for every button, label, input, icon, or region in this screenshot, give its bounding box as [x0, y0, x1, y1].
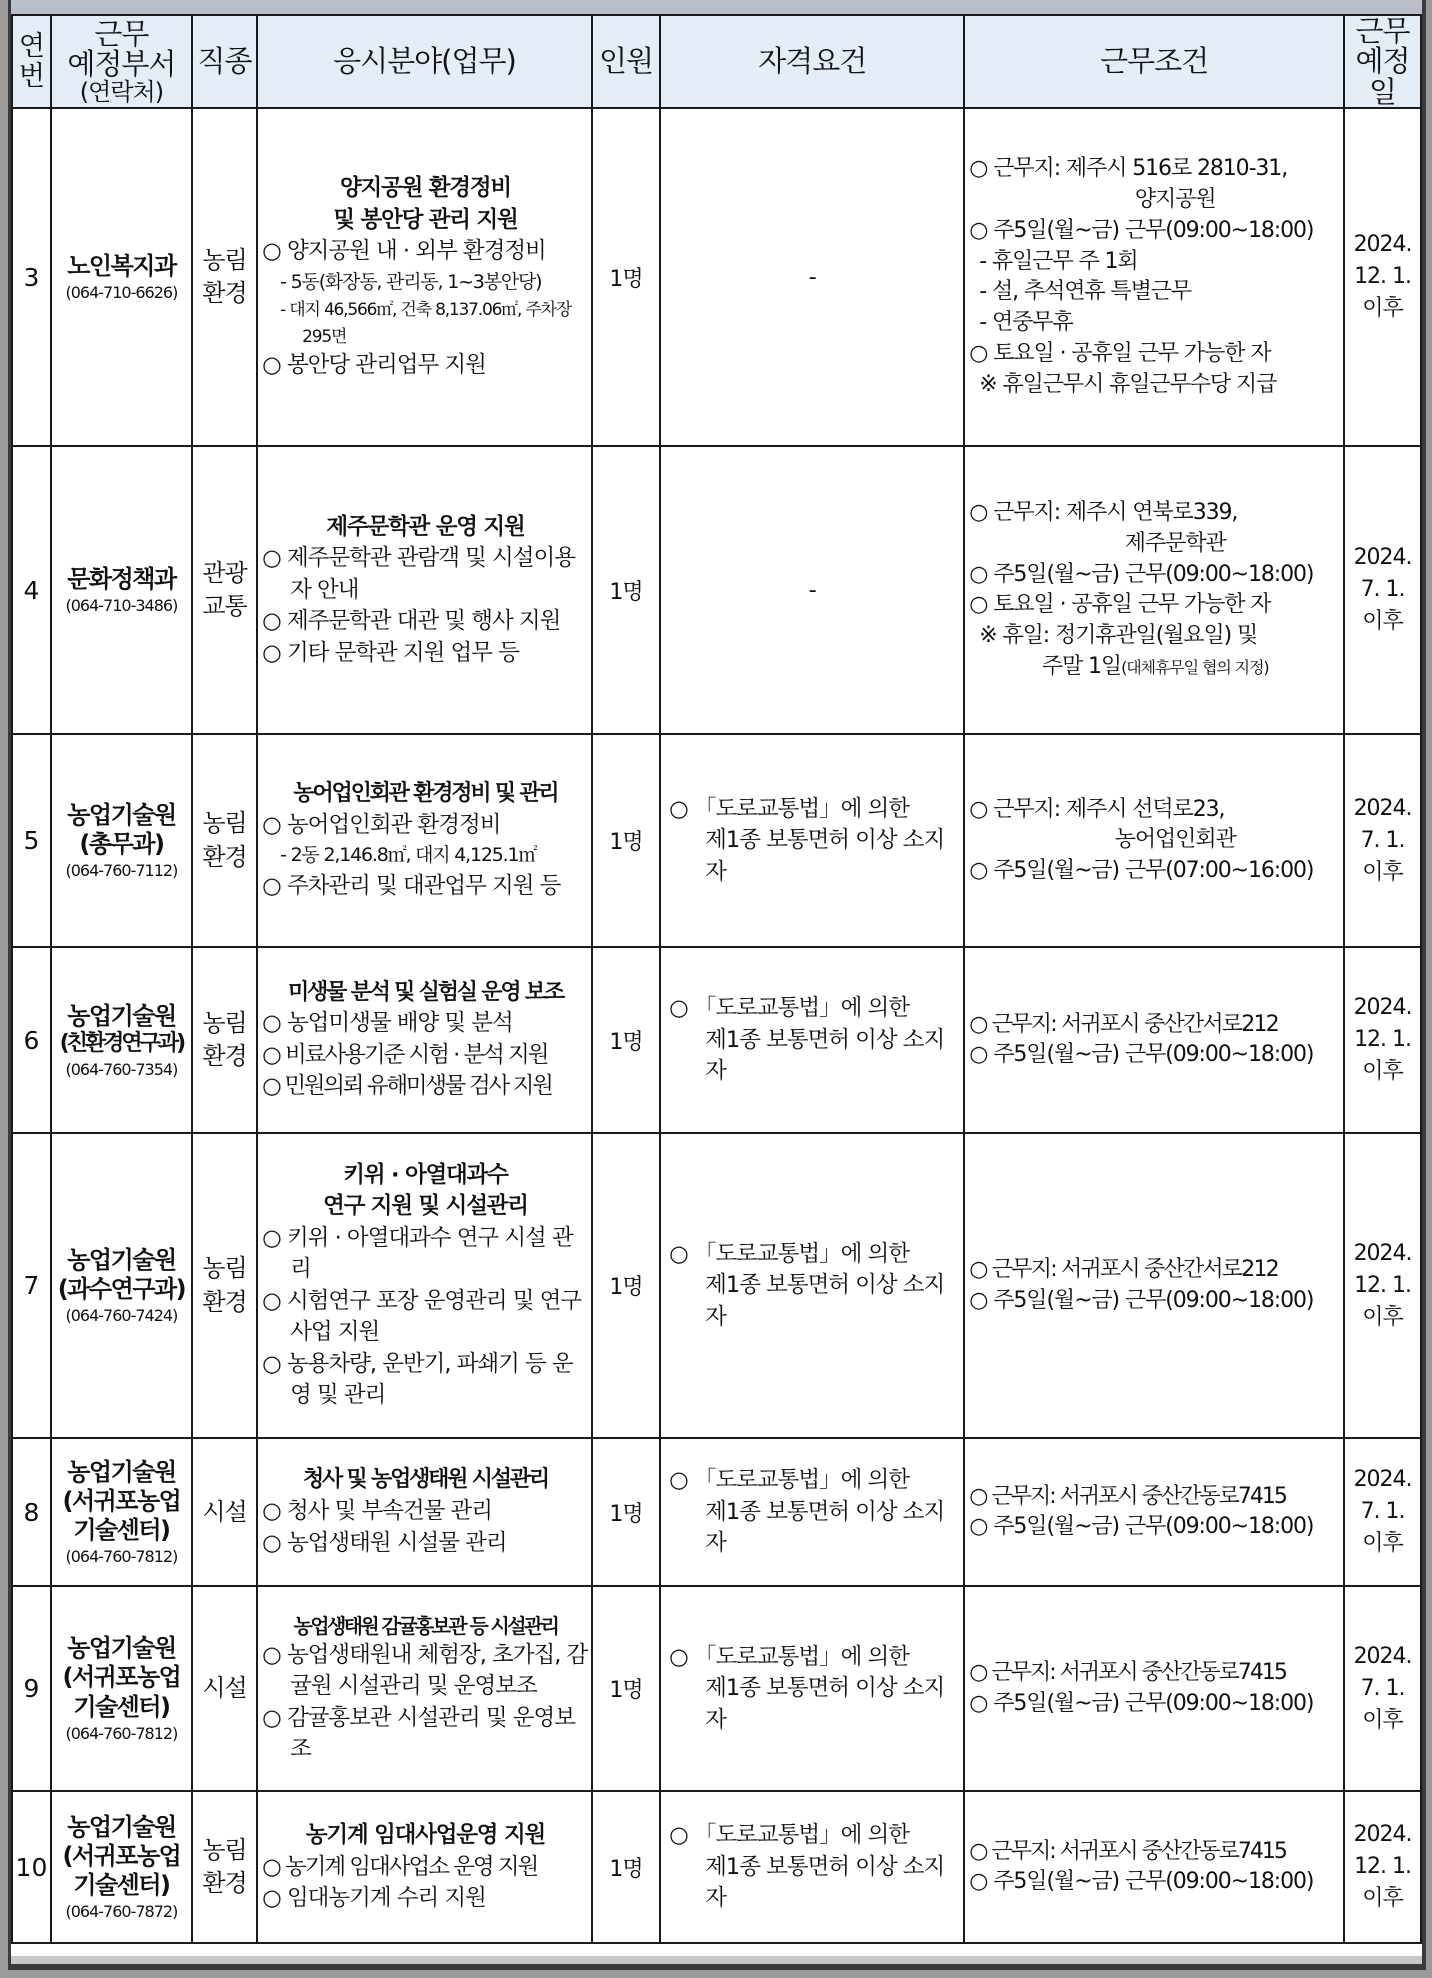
row-conditions — [964, 734, 1344, 947]
row-dept — [51, 947, 192, 1133]
date-line: 12. 1. — [1354, 264, 1412, 290]
row-job-type — [192, 947, 257, 1133]
date-line: 2024. — [1353, 995, 1412, 1021]
row-qualification — [660, 1438, 964, 1586]
row-conditions — [964, 1791, 1344, 1943]
job-type-line: 농림 — [202, 245, 247, 274]
condition-item: ○ 근무지: 서귀포시 중산간서로212 — [969, 1011, 1278, 1037]
qualification-continuation: 제1종 보통면허 이상 소지자 — [705, 1272, 945, 1330]
row-dept — [51, 1586, 192, 1791]
job-type-line: 환경 — [202, 1869, 247, 1898]
condition-item: ○ 근무지: 서귀포시 중산간동로7415 — [969, 1483, 1286, 1509]
dept-phone: (064-710-6626) — [65, 283, 178, 303]
row-no: 3 — [12, 108, 51, 446]
date-line: 2024. — [1353, 1467, 1412, 1493]
dept-phone: (064-760-7812) — [65, 1547, 178, 1567]
condition-note: ※ 휴일: 정기휴관일(월요일) 및 — [979, 623, 1258, 649]
field-item: ○ 청사 및 부속건물 관리 — [262, 1498, 493, 1525]
row-job-type — [192, 108, 257, 446]
dept-name: 농업기술원 — [67, 1001, 176, 1030]
qualification-item: ○ 「도로교통법」에 의한 — [669, 1467, 909, 1494]
dept-name: (서귀포농업 — [62, 1841, 181, 1870]
row-no: 9 — [12, 1586, 51, 1791]
field-title: 농어업인회관 환경정비 및 관리 — [293, 781, 558, 807]
date-line: 7. 1. — [1360, 827, 1405, 853]
field-subitem: - 대지 46,566㎡, 건축 8,137.06㎡, 주차장 295면 — [280, 300, 572, 347]
table-row — [12, 1438, 1421, 1586]
row-job-type — [192, 1438, 257, 1586]
row-job-type — [192, 1791, 257, 1943]
date-line: 이후 — [1362, 296, 1403, 322]
dept-name: 농업기술원 — [67, 1245, 176, 1274]
header-no — [12, 15, 51, 108]
condition-subitem: - 설, 추석연휴 특별근무 — [979, 279, 1192, 305]
table-header-row — [12, 15, 1421, 108]
dept-name: 기술센터) — [73, 1871, 170, 1900]
condition-item: ○ 주5일(월~금) 근무(09:00~18:00) — [969, 561, 1314, 587]
qualification-continuation: 제1종 보통면허 이상 소지자 — [705, 1026, 945, 1085]
field-item: ○ 농업미생물 배양 및 분석 — [262, 1010, 513, 1037]
header-type: 직종 — [192, 15, 257, 108]
table-row — [12, 108, 1421, 446]
field-item: ○ 농용차량, 운반기, 파쇄기 등 운영 및 관리 — [262, 1350, 573, 1409]
row-field — [257, 1438, 592, 1586]
qualification-item: ○ 「도로교통법」에 의한 — [669, 1240, 909, 1267]
job-type-line: 농림 — [202, 809, 247, 838]
header-no-text: 연번 — [18, 30, 44, 92]
field-item: ○ 기타 문학관 지원 업무 등 — [262, 639, 519, 666]
row-qualification — [660, 1791, 964, 1943]
recruitment-table — [11, 14, 1422, 1944]
header-dept — [51, 15, 192, 108]
field-item: ○ 민원의뢰 유해미생물 검사 지원 — [262, 1073, 552, 1100]
date-line: 12. 1. — [1354, 1027, 1412, 1053]
condition-note: ※ 휴일근무시 휴일근무수당 지급 — [979, 371, 1277, 397]
qualification-item: ○ 「도로교통법」에 의한 — [669, 1822, 909, 1849]
field-title: 및 봉안당 관리 지원 — [333, 206, 518, 233]
field-item: ○ 제주문학관 대관 및 행사 지원 — [262, 608, 561, 635]
header-dept-line1: 근무 — [94, 16, 149, 51]
condition-item: ○ 주5일(월~금) 근무(09:00~18:00) — [969, 217, 1314, 243]
field-item: ○ 농업생태원 시설물 관리 — [262, 1529, 507, 1556]
condition-continuation: 농어업인회관 — [1114, 827, 1236, 853]
row-start-date — [1344, 947, 1421, 1133]
date-line: 12. 1. — [1354, 1854, 1412, 1880]
row-qualification: - — [660, 446, 964, 734]
date-line: 7. 1. — [1360, 1675, 1405, 1701]
row-no: 4 — [12, 446, 51, 734]
table-top-band — [11, 0, 1422, 14]
date-line: 2024. — [1353, 1643, 1412, 1669]
job-type-line: 농림 — [202, 1835, 247, 1864]
header-field: 응시분야(업무) — [257, 15, 592, 108]
table-row — [12, 1791, 1421, 1943]
row-count: 1명 — [592, 1133, 660, 1438]
row-no: 5 — [12, 734, 51, 947]
condition-item: ○ 근무지: 서귀포시 중산간동로7415 — [969, 1838, 1286, 1864]
row-conditions — [964, 947, 1344, 1133]
field-title: 키위 · 아열대과수 — [343, 1161, 508, 1188]
job-type-line: 교통 — [202, 592, 247, 621]
dept-phone: (064-760-7424) — [65, 1306, 178, 1326]
row-dept — [51, 1438, 192, 1586]
row-dept — [51, 446, 192, 734]
date-line: 이후 — [1362, 1059, 1403, 1085]
dept-name: (서귀포농업 — [62, 1486, 181, 1515]
date-line: 이후 — [1362, 609, 1403, 635]
dept-name: (총무과) — [79, 830, 164, 859]
row-conditions — [964, 1133, 1344, 1438]
dept-name: 기술센터) — [73, 1692, 170, 1721]
job-type-line: 시설 — [202, 1674, 247, 1703]
row-count: 1명 — [592, 1438, 660, 1586]
row-no: 7 — [12, 1133, 51, 1438]
qualification-continuation: 제1종 보통면허 이상 소지자 — [705, 1498, 945, 1557]
condition-item: ○ 주5일(월~금) 근무(09:00~18:00) — [969, 1690, 1314, 1716]
field-title: 청사 및 농업생태원 시설관리 — [302, 1467, 548, 1493]
field-title: 연구 지원 및 시설관리 — [323, 1193, 528, 1220]
row-no: 6 — [12, 947, 51, 1133]
date-line: 7. 1. — [1360, 577, 1405, 603]
row-count: 1명 — [592, 947, 660, 1133]
qualification-item: ○ 「도로교통법」에 의한 — [669, 795, 909, 822]
row-dept — [51, 108, 192, 446]
job-type-line: 환경 — [202, 279, 247, 308]
field-item: ○ 농업생태원내 체험장, 초가집, 감귤원 시설관리 및 운영보조 — [262, 1641, 588, 1700]
condition-item: ○ 주5일(월~금) 근무(07:00~16:00) — [969, 858, 1314, 884]
row-count: 1명 — [592, 1586, 660, 1791]
header-conditions: 근무조건 — [964, 15, 1344, 108]
row-qualification: - — [660, 108, 964, 446]
qualification-item: ○ 「도로교통법」에 의한 — [669, 995, 909, 1022]
row-dept — [51, 1791, 192, 1943]
condition-item: ○ 토요일 · 공휴일 근무 가능한 자 — [969, 592, 1271, 618]
job-type-line: 시설 — [202, 1497, 247, 1526]
job-type-line: 환경 — [202, 842, 247, 871]
document-page — [8, 0, 1426, 1970]
dept-name: 농업기술원 — [67, 1634, 176, 1663]
dept-phone: (064-760-7112) — [65, 861, 178, 881]
field-item: ○ 제주문학관 관람객 및 시설이용자 안내 — [262, 545, 575, 603]
header-count: 인원 — [592, 15, 660, 108]
row-conditions — [964, 108, 1344, 446]
row-start-date — [1344, 1438, 1421, 1586]
row-field — [257, 1791, 592, 1943]
condition-item: ○ 주5일(월~금) 근무(09:00~18:00) — [969, 1514, 1314, 1540]
row-dept — [51, 734, 192, 947]
row-job-type — [192, 446, 257, 734]
field-item: ○ 주차관리 및 대관업무 지원 등 — [262, 872, 561, 899]
condition-note-detail: (대체휴무일 협의 지정) — [1121, 657, 1269, 677]
row-field — [257, 734, 592, 947]
date-line: 이후 — [1362, 1304, 1403, 1330]
row-qualification — [660, 1586, 964, 1791]
dept-name: (친환경연구과) — [59, 1030, 184, 1056]
date-line: 이후 — [1362, 1531, 1403, 1557]
field-item: ○ 봉안당 관리업무 지원 — [262, 351, 486, 378]
job-type-line: 환경 — [202, 1287, 247, 1316]
field-item: ○ 농어업인회관 환경정비 — [262, 811, 501, 838]
row-field — [257, 1586, 592, 1791]
condition-note-continuation — [969, 652, 1341, 683]
row-job-type — [192, 734, 257, 947]
dept-name: 기술센터) — [73, 1516, 170, 1545]
field-subitem: - 2동 2,146.8㎡, 대지 4,125.1㎡ — [280, 844, 537, 867]
row-conditions — [964, 446, 1344, 734]
field-item: ○ 양지공원 내 · 외부 환경정비 — [262, 238, 546, 265]
field-title: 미생물 분석 및 실험실 운영 보조 — [287, 979, 563, 1005]
qualification-continuation: 제1종 보통면허 이상 소지자 — [705, 1675, 945, 1733]
table-row — [12, 1586, 1421, 1791]
dept-name: 문화정책과 — [67, 564, 176, 593]
condition-note-text: 주말 1일 — [1041, 653, 1122, 679]
row-count: 1명 — [592, 446, 660, 734]
date-line: 2024. — [1353, 232, 1412, 258]
date-line: 12. 1. — [1354, 1272, 1412, 1298]
header-date-line1: 근무 — [1355, 14, 1410, 48]
row-start-date — [1344, 446, 1421, 734]
condition-item: ○ 주5일(월~금) 근무(09:00~18:00) — [969, 1042, 1314, 1068]
header-qualification: 자격요건 — [660, 15, 964, 108]
date-line: 이후 — [1362, 859, 1403, 885]
row-count: 1명 — [592, 734, 660, 947]
row-job-type — [192, 1133, 257, 1438]
row-qualification — [660, 1133, 964, 1438]
dept-phone: (064-760-7354) — [65, 1059, 178, 1079]
qualification-item: ○ 「도로교통법」에 의한 — [669, 1643, 909, 1670]
condition-subitem: - 휴일근무 주 1회 — [979, 248, 1138, 274]
field-title: 농기계 임대사업운영 지원 — [305, 1822, 546, 1849]
header-date-line2: 예정일 — [1355, 44, 1410, 109]
row-field — [257, 1133, 592, 1438]
row-start-date — [1344, 1586, 1421, 1791]
condition-subitem: - 연중무휴 — [979, 310, 1073, 336]
date-line: 2024. — [1353, 1822, 1412, 1848]
dept-name: 노인복지과 — [67, 251, 176, 280]
date-line: 이후 — [1362, 1886, 1403, 1912]
job-type-line: 환경 — [202, 1042, 247, 1071]
row-field — [257, 108, 592, 446]
condition-item: ○ 토요일 · 공휴일 근무 가능한 자 — [969, 340, 1271, 366]
row-start-date — [1344, 108, 1421, 446]
condition-continuation: 제주문학관 — [1124, 530, 1226, 556]
field-title: 농업생태원 감귤홍보관 등 시설관리 — [293, 1613, 558, 1638]
job-type-line: 관광 — [202, 558, 247, 587]
row-start-date — [1344, 1133, 1421, 1438]
condition-item: ○ 근무지: 제주시 516로 2810-31, — [969, 156, 1288, 182]
date-line: 이후 — [1362, 1707, 1403, 1733]
header-date — [1344, 15, 1421, 108]
table-row — [12, 947, 1421, 1133]
condition-item: ○ 근무지: 제주시 연북로339, — [969, 499, 1238, 525]
dept-phone: (064-760-7812) — [65, 1723, 178, 1743]
row-conditions — [964, 1586, 1344, 1791]
dept-name: (서귀포농업 — [62, 1663, 181, 1692]
field-item: ○ 키위 · 아열대과수 연구 시설 관리 — [262, 1224, 573, 1283]
condition-item: ○ 근무지: 제주시 선덕로23, — [969, 796, 1225, 822]
row-no: 8 — [12, 1438, 51, 1586]
field-title: 제주문학관 운영 지원 — [326, 513, 525, 540]
row-conditions — [964, 1438, 1344, 1586]
date-line: 7. 1. — [1360, 1499, 1405, 1525]
row-job-type — [192, 1586, 257, 1791]
date-line: 2024. — [1353, 545, 1412, 571]
row-no: 10 — [12, 1791, 51, 1943]
header-dept-line2: 예정부서 — [67, 47, 176, 82]
job-type-line: 농림 — [202, 1008, 247, 1037]
field-item: ○ 감귤홍보관 시설관리 및 운영보조 — [262, 1704, 575, 1763]
dept-phone: (064-760-7872) — [65, 1902, 178, 1922]
row-count: 1명 — [592, 1791, 660, 1943]
field-item: ○ 임대농기계 수리 지원 — [262, 1885, 486, 1912]
dept-name: (과수연구과) — [57, 1275, 186, 1304]
dept-name: 농업기술원 — [67, 1457, 176, 1486]
table-row — [12, 446, 1421, 734]
row-start-date — [1344, 1791, 1421, 1943]
row-qualification — [660, 734, 964, 947]
condition-item: ○ 주5일(월~금) 근무(09:00~18:00) — [969, 1287, 1314, 1313]
date-line: 2024. — [1353, 1240, 1412, 1266]
qualification-continuation: 제1종 보통면허 이상 소지자 — [705, 827, 945, 885]
row-start-date — [1344, 734, 1421, 947]
table-row — [12, 1133, 1421, 1438]
field-title: 양지공원 환경정비 — [340, 175, 511, 202]
qualification-continuation: 제1종 보통면허 이상 소지자 — [705, 1853, 945, 1912]
table-row — [12, 734, 1421, 947]
row-field — [257, 947, 592, 1133]
job-type-line: 농림 — [202, 1254, 247, 1283]
dept-phone: (064-710-3486) — [65, 596, 178, 616]
dept-name: 농업기술원 — [67, 1812, 176, 1841]
row-dept — [51, 1133, 192, 1438]
dept-name: 농업기술원 — [67, 800, 176, 829]
condition-item: ○ 근무지: 서귀포시 중산간서로212 — [969, 1257, 1278, 1283]
table-bottom-band — [11, 1956, 1422, 1964]
field-item: ○ 시험연구 포장 운영관리 및 연구사업 지원 — [262, 1287, 582, 1346]
row-qualification — [660, 947, 964, 1133]
row-count: 1명 — [592, 108, 660, 446]
field-item: ○ 농기계 임대사업소 운영 지원 — [262, 1853, 538, 1880]
condition-item: ○ 주5일(월~금) 근무(09:00~18:00) — [969, 1869, 1314, 1895]
date-line: 2024. — [1353, 795, 1412, 821]
field-subitem: - 5동(화장동, 관리동, 1~3봉안당) — [280, 270, 542, 293]
header-dept-line3: (연락처) — [79, 77, 164, 106]
row-field — [257, 446, 592, 734]
condition-item: ○ 근무지: 서귀포시 중산간동로7415 — [969, 1660, 1286, 1686]
field-item: ○ 비료사용기준 시험 · 분석 지원 — [262, 1041, 548, 1068]
condition-continuation: 양지공원 — [1134, 186, 1216, 212]
